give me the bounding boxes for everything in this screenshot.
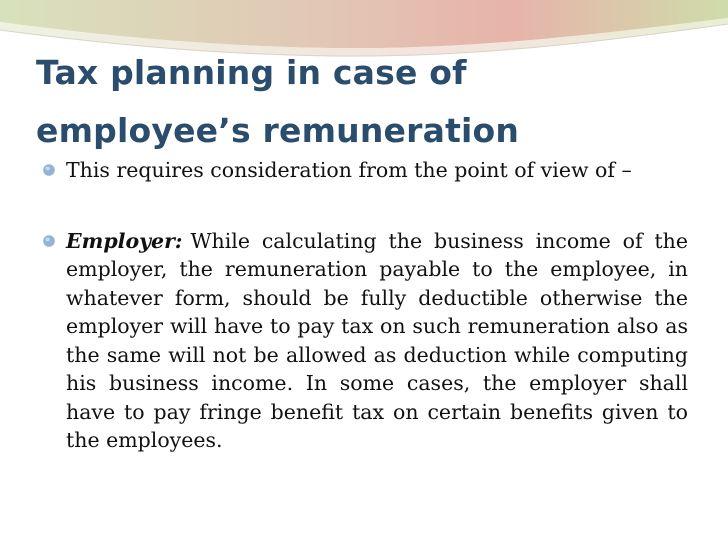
bullet-icon xyxy=(42,234,56,248)
bullet-icon xyxy=(42,163,56,177)
slide-title-line-2: employee’s remuneration xyxy=(36,111,520,150)
bullet-item-viewpoint xyxy=(42,156,688,185)
bullet-text: This requires consideration from the point of view of – xyxy=(66,158,632,182)
slide-title xyxy=(36,44,676,160)
bullet-list xyxy=(42,156,688,455)
bullet-text: While calculating the business income of the employer, the remuneration payable to the employee, in whatever form, should be fully deductible otherwise the employer will have to pay tax on such remuneration also as the same will not be allowed as deduction while computing his business income. In some cases, the employer shall have to pay fringe benefit tax on certain benefits given to the employees. xyxy=(66,228,688,452)
bullet-lead-employer: Employer: xyxy=(66,228,183,253)
slide-title-line-1: Tax planning in case of xyxy=(36,53,467,92)
bullet-item-employer xyxy=(42,227,688,455)
